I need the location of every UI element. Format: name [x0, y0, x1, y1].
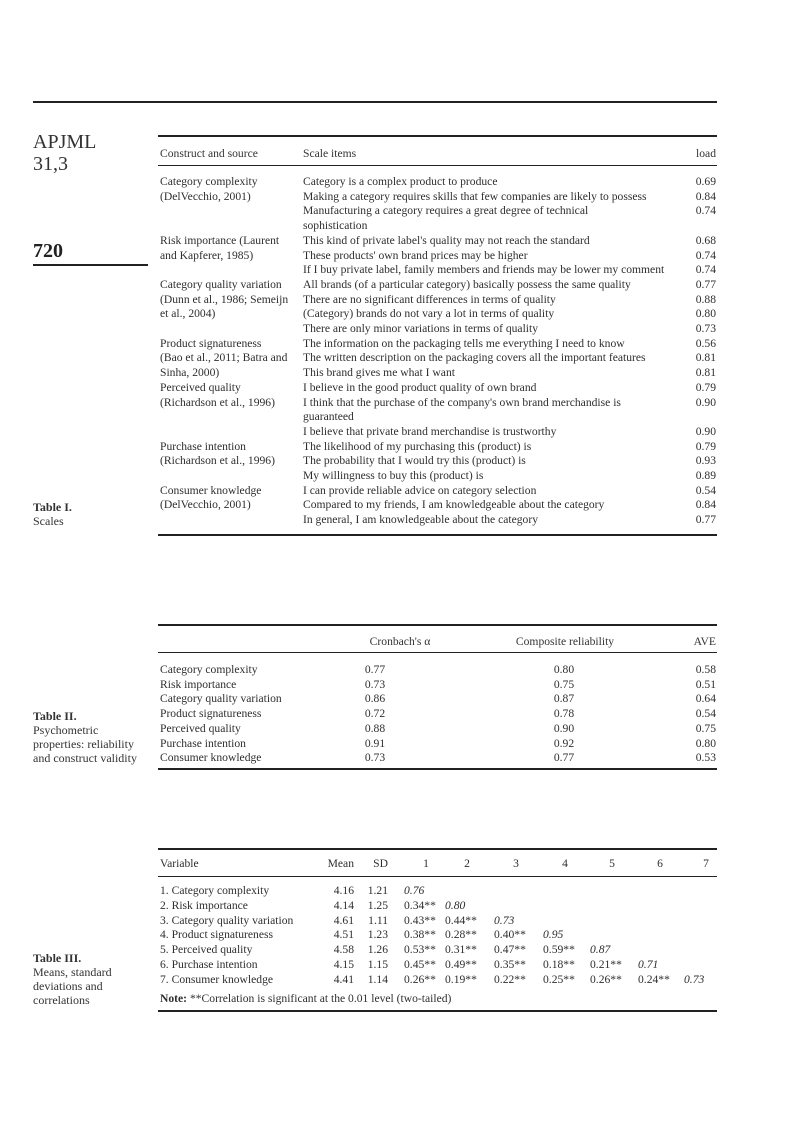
table3-diagonal-cell: 0.87 — [590, 943, 611, 957]
table3-corr-cell: 0.59** — [543, 943, 575, 957]
table2-top-rule — [158, 624, 717, 626]
table1-item-cell: The likelihood of my purchasing this (product) is — [303, 439, 532, 453]
table1-item-cell: I can provide reliable advice on category selection — [303, 483, 537, 497]
table2-name-cell: Category complexity — [160, 663, 258, 676]
table1-construct-cell: et al., 2004) — [160, 307, 216, 321]
journal-volume: 31,3 — [33, 153, 68, 175]
table1-construct-cell: (DelVecchio, 2001) — [160, 498, 251, 512]
table3-mean-cell: 4.15 — [333, 958, 354, 971]
table3-corr-cell: 0.28** — [445, 928, 477, 942]
table3-corr-cell: 0.40** — [494, 928, 526, 942]
table1-item-cell: sophistication — [303, 219, 368, 233]
table2-ave-cell: 0.58 — [695, 663, 716, 676]
table3-header-mean: Mean — [327, 857, 354, 870]
table1-construct-cell: Category quality variation — [160, 277, 282, 291]
table1-load-cell: 0.77 — [695, 277, 716, 291]
table2-ave-cell: 0.80 — [695, 736, 716, 750]
table1-header-load: load — [696, 147, 716, 160]
table1-item-cell: Category is a complex product to produce — [303, 175, 498, 188]
table3-sd-cell: 1.26 — [367, 943, 388, 957]
table1-header-construct: Construct and source — [160, 147, 258, 160]
table3-mean-cell: 4.51 — [333, 928, 354, 942]
table2-label: Table II. — [33, 709, 77, 723]
table3-caption-3: correlations — [33, 993, 90, 1007]
table3-corr-cell: 0.18** — [543, 958, 575, 971]
table2-alpha-cell: 0.77 — [364, 663, 386, 676]
table2-cr-cell: 0.90 — [553, 721, 575, 735]
table2-alpha-cell: 0.73 — [364, 751, 386, 765]
table1-caption: Scales — [33, 514, 64, 528]
table1-construct-cell: (Dunn et al., 1986; Semeijn — [160, 292, 289, 306]
journal-name: APJML — [33, 131, 97, 153]
table1-construct-cell: (Richardson et al., 1996) — [160, 454, 275, 468]
table3-variable-cell: 1. Category complexity — [160, 884, 270, 897]
table2-name-cell: Purchase intention — [160, 736, 246, 750]
table3-corr-cell: 0.44** — [445, 913, 477, 927]
table2-cr-cell: 0.92 — [553, 736, 575, 750]
table1-load-cell: 0.74 — [695, 248, 716, 262]
table1-item-cell: The information on the packaging tells me everything I need to know — [303, 336, 625, 350]
table3-corr-cell: 0.24** — [638, 972, 670, 986]
table3-mean-cell: 4.14 — [333, 898, 354, 912]
table2-caption-1: Psychometric — [33, 723, 99, 737]
table2-cr-cell: 0.78 — [553, 707, 575, 721]
table3-mean-cell: 4.16 — [333, 884, 354, 897]
table1-load-cell: 0.68 — [695, 233, 716, 247]
table3-header-col-3: 3 — [513, 857, 519, 870]
table2-header-rule — [158, 652, 717, 653]
table3-diagonal-cell: 0.73 — [494, 913, 515, 927]
table1-top-rule — [158, 135, 717, 137]
table2-ave-cell: 0.75 — [695, 721, 716, 735]
table3-sd-cell: 1.15 — [367, 958, 388, 971]
table2-ave-cell: 0.54 — [695, 707, 716, 721]
table3-note-label: Note: — [160, 992, 188, 1005]
table1-construct-cell: (Bao et al., 2011; Batra and — [160, 351, 288, 365]
table1-load-cell: 0.73 — [695, 322, 716, 335]
table1-construct-cell: and Kapferer, 1985) — [160, 248, 254, 262]
table3-diagonal-cell: 0.76 — [404, 884, 425, 897]
table3-variable-cell: 6. Purchase intention — [160, 958, 258, 971]
table2-alpha-cell: 0.91 — [364, 736, 386, 750]
table3-caption-2: deviations and — [33, 979, 103, 993]
table3-corr-cell: 0.47** — [494, 943, 526, 957]
table3-corr-cell: 0.25** — [543, 972, 575, 986]
table3-corr-cell: 0.26** — [404, 972, 436, 986]
table3-corr-cell: 0.43** — [404, 913, 436, 927]
table3-corr-cell: 0.53** — [404, 943, 436, 957]
table3-note-text: **Correlation is significant at the 0.01 level (two-tailed) — [187, 992, 452, 1005]
table3-corr-cell: 0.22** — [494, 972, 526, 986]
table1-construct-cell: Sinha, 2000) — [160, 366, 220, 380]
table1-header-rule — [158, 165, 717, 166]
table1-item-cell: The written description on the packaging covers all the important features — [303, 351, 646, 365]
table3-variable-cell: 5. Perceived quality — [160, 943, 253, 957]
table3-mean-cell: 4.61 — [333, 913, 354, 927]
table1-construct-cell: Consumer knowledge — [160, 483, 262, 497]
table1-item-cell: I believe in the good product quality of own brand — [303, 380, 537, 394]
table3-mean-cell: 4.41 — [333, 972, 354, 986]
table2-name-cell: Risk importance — [160, 677, 237, 691]
table3-variable-cell: 4. Product signatureness — [160, 928, 274, 942]
top-rule — [33, 101, 717, 103]
table1-item-cell: guaranteed — [303, 410, 354, 424]
table3-corr-cell: 0.35** — [494, 958, 526, 971]
table3-header-col-2: 2 — [464, 857, 470, 870]
table3-sd-cell: 1.11 — [368, 913, 388, 927]
table2-name-cell: Perceived quality — [160, 721, 241, 735]
table1-construct-cell: Risk importance (Laurent — [160, 233, 280, 247]
table2-name-cell: Product signatureness — [160, 707, 262, 721]
table1-load-cell: 0.69 — [695, 175, 716, 188]
page-number: 720 — [33, 240, 63, 262]
table3-header-col-1: 1 — [423, 857, 429, 870]
table2-cr-cell: 0.87 — [553, 692, 575, 706]
table1-item-cell: Compared to my friends, I am knowledgeable about the category — [303, 498, 605, 512]
table3-note — [160, 992, 451, 1006]
table3-mean-cell: 4.58 — [333, 943, 354, 957]
table3-corr-cell: 0.34** — [404, 898, 436, 912]
table1-construct-cell: Category complexity — [160, 175, 258, 188]
table2-header-ave: AVE — [693, 635, 716, 648]
table2-alpha-cell: 0.73 — [364, 677, 386, 691]
table1-load-cell: 0.77 — [695, 513, 716, 527]
table3-diagonal-cell: 0.80 — [445, 898, 466, 912]
table1-load-cell: 0.90 — [695, 395, 716, 409]
table3-header-variable: Variable — [160, 857, 199, 870]
table3-diagonal-cell: 0.71 — [638, 958, 659, 971]
table1-construct-cell: (DelVecchio, 2001) — [160, 189, 251, 203]
table3-corr-cell: 0.26** — [590, 972, 622, 986]
table3-variable-cell: 3. Category quality variation — [160, 913, 294, 927]
table1-load-cell: 0.90 — [695, 424, 716, 438]
table1-bottom-rule — [158, 534, 717, 536]
table2-ave-cell: 0.51 — [695, 677, 716, 691]
table2-alpha-cell: 0.72 — [364, 707, 386, 721]
table1-load-cell: 0.74 — [695, 204, 716, 218]
table1-load-cell: 0.79 — [695, 439, 716, 453]
table2-alpha-cell: 0.86 — [364, 692, 386, 706]
table2-name-cell: Consumer knowledge — [160, 751, 262, 765]
table1-load-cell: 0.54 — [695, 483, 716, 497]
table1-load-cell: 0.89 — [695, 469, 716, 482]
table1-construct-cell: Purchase intention — [160, 439, 246, 453]
table2-cr-cell: 0.80 — [553, 663, 575, 676]
table3-diagonal-cell: 0.73 — [684, 972, 705, 986]
table1-item-cell: My willingness to buy this (product) is — [303, 469, 484, 482]
table3-header-col-6: 6 — [657, 857, 663, 870]
table3-header-col-7: 7 — [703, 857, 709, 870]
table1-item-cell: I think that the purchase of the company's own brand merchandise is — [303, 395, 621, 409]
table1-item-cell: There are no significant differences in terms of quality — [303, 292, 556, 306]
table2-ave-cell: 0.64 — [695, 692, 716, 706]
table3-sd-cell: 1.21 — [367, 884, 388, 897]
table1-construct-cell: (Richardson et al., 1996) — [160, 395, 275, 409]
table2-header-alpha: Cronbach's α — [369, 635, 431, 648]
table2-caption-3: and construct validity — [33, 751, 137, 765]
table1-construct-cell: Perceived quality — [160, 380, 241, 394]
table1-load-cell: 0.84 — [695, 189, 716, 203]
table1-load-cell: 0.84 — [695, 498, 716, 512]
table3-header-rule — [158, 876, 717, 877]
table2-name-cell: Category quality variation — [160, 692, 282, 706]
table1-load-cell: 0.80 — [695, 307, 716, 321]
table1-item-cell: Making a category requires skills that few companies are likely to possess — [303, 189, 647, 203]
table1-item-cell: (Category) brands do not vary a lot in terms of quality — [303, 307, 555, 321]
table1-item-cell: I believe that private brand merchandise is trustworthy — [303, 424, 557, 438]
table3-header-sd: SD — [373, 857, 388, 870]
page-number-rule — [33, 264, 148, 266]
table1-load-cell: 0.81 — [695, 351, 716, 365]
table3-corr-cell: 0.38** — [404, 928, 436, 942]
table2-cr-cell: 0.75 — [553, 677, 575, 691]
table3-corr-cell: 0.19** — [445, 972, 477, 986]
table3-header-col-4: 4 — [562, 857, 568, 870]
table3-sd-cell: 1.14 — [367, 972, 388, 986]
table2-ave-cell: 0.53 — [695, 751, 716, 765]
table1-item-cell: All brands (of a particular category) basically possess the same quality — [303, 277, 631, 291]
table1-item-cell: These products' own brand prices may be higher — [303, 248, 528, 262]
table1-item-cell: This brand gives me what I want — [303, 366, 455, 380]
table3-label: Table III. — [33, 951, 82, 965]
table3-bottom-rule — [158, 1010, 717, 1012]
table2-header-cr: Composite reliability — [515, 635, 615, 648]
table1-item-cell: There are only minor variations in terms of quality — [303, 322, 539, 335]
table1-load-cell: 0.93 — [695, 454, 716, 468]
table1-label: Table I. — [33, 500, 72, 514]
table3-corr-cell: 0.45** — [404, 958, 436, 971]
table2-cr-cell: 0.77 — [553, 751, 575, 765]
table2-alpha-cell: 0.88 — [364, 721, 386, 735]
table3-corr-cell: 0.31** — [445, 943, 477, 957]
table3-header-col-5: 5 — [609, 857, 615, 870]
table1-load-cell: 0.74 — [695, 263, 716, 277]
table1-load-cell: 0.88 — [695, 292, 716, 306]
table1-header-items: Scale items — [303, 147, 357, 160]
table3-variable-cell: 2. Risk importance — [160, 898, 248, 912]
table1-item-cell: Manufacturing a category requires a great degree of technical — [303, 204, 589, 218]
table1-load-cell: 0.81 — [695, 366, 716, 380]
table1-load-cell: 0.56 — [695, 336, 716, 350]
table1-item-cell: The probability that I would try this (product) is — [303, 454, 526, 468]
table2-bottom-rule — [158, 768, 717, 770]
table1-item-cell: This kind of private label's quality may not reach the standard — [303, 233, 590, 247]
table1-item-cell: If I buy private label, family members and friends may be lower my comment — [303, 263, 665, 277]
table2-caption-2: properties: reliability — [33, 737, 134, 751]
table3-diagonal-cell: 0.95 — [543, 928, 564, 942]
table1-load-cell: 0.79 — [695, 380, 716, 394]
table3-variable-cell: 7. Consumer knowledge — [160, 972, 274, 986]
table3-sd-cell: 1.23 — [367, 928, 388, 942]
table3-sd-cell: 1.25 — [367, 898, 388, 912]
table3-top-rule — [158, 848, 717, 850]
table3-corr-cell: 0.49** — [445, 958, 477, 971]
table1-construct-cell: Product signatureness — [160, 336, 262, 350]
table3-corr-cell: 0.21** — [590, 958, 622, 971]
table1-item-cell: In general, I am knowledgeable about the category — [303, 513, 538, 527]
table3-caption-1: Means, standard — [33, 965, 112, 979]
